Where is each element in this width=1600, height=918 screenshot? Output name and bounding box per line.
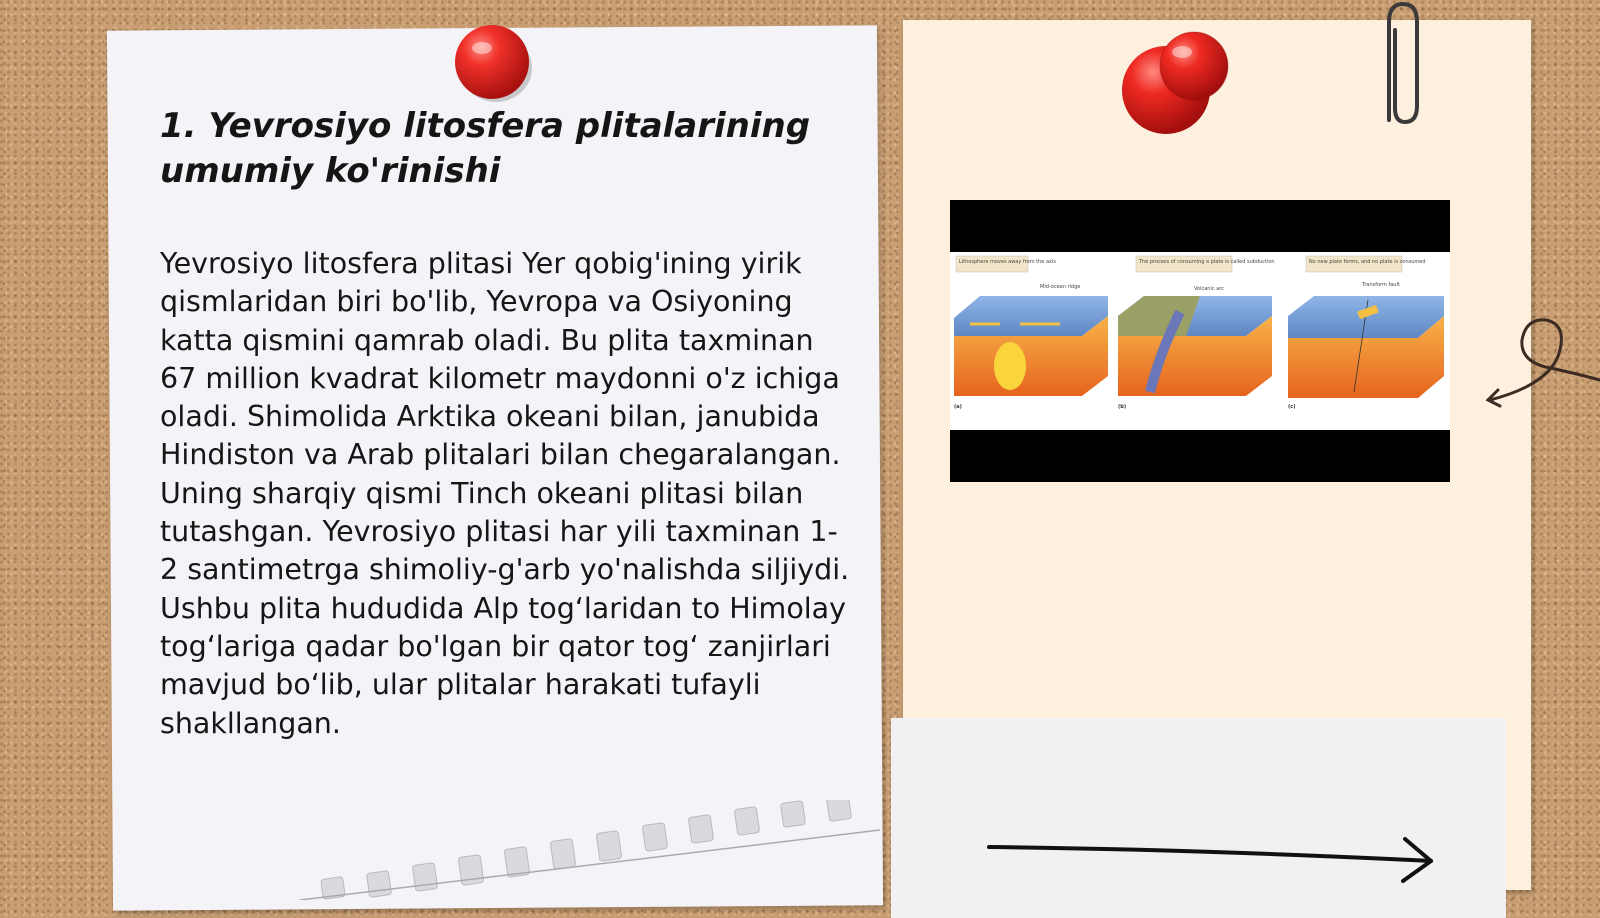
torn-paper-tabs <box>300 800 880 900</box>
panel-convergent <box>1118 256 1275 410</box>
push-pin-icon <box>450 18 536 104</box>
paper-clip-icon <box>1375 0 1425 130</box>
figure-image-area <box>950 252 1450 430</box>
panel-c-tag: Transform fault <box>1362 282 1400 288</box>
panel-c-label: (c) <box>1288 404 1296 410</box>
right-paper-lower-sheet <box>891 718 1506 918</box>
plate-boundaries-figure <box>950 200 1450 482</box>
slide-body-text: Yevrosiyo litosfera plitasi Yer qobig'ining yirik qismlaridan biri bo'lib, Yevropa va Osiyoning katta qismini qamrab oladi. Bu plita taxminan 67 million kvadrat kilometr maydonni o'z ichiga oladi. Shimolida Arktika okeani bilan, janubida Hindiston va Arab plitalari bilan chegaralangan. Uning sharqiy qismi Tinch okeani plitasi bilan tutashgan. Yevrosiyo plitasi har yili taxminan 1-2 santimetrga shimoliy-g'arb yo'nalishda siljiydi. Ushbu plita hududida Alp tog‘laridan to Himolay tog‘lariga qadar bo'lgan bir qator tog‘ zanjirlari mavjud bo‘lib, ular plitalar harakati tufayli shakllangan. <box>160 247 850 740</box>
push-pin-icon <box>1118 28 1238 138</box>
panel-c-callout: No new plate forms, and no plate is consumed <box>1309 259 1426 265</box>
panel-a-tag: Mid-ocean ridge <box>1040 284 1081 290</box>
panel-a-label: (a) <box>954 404 962 410</box>
panel-b-label: (b) <box>1118 404 1127 410</box>
arrow-right-icon <box>985 835 1445 885</box>
panel-b-callout: The process of consuming a plate is called subduction <box>1139 259 1275 265</box>
panel-transform <box>1288 256 1444 410</box>
slide-title: 1. Yevrosiyo litosfera plitalarining umumiy ko'rinishi <box>160 106 811 191</box>
squiggle-arrow-icon <box>1480 310 1600 410</box>
plate-boundary-diagram <box>950 252 1450 430</box>
panel-a-callout: Lithosphere moves away from the axis <box>959 259 1056 265</box>
panel-b-tag: Volcanic arc <box>1194 286 1224 292</box>
panel-divergent <box>954 256 1108 410</box>
